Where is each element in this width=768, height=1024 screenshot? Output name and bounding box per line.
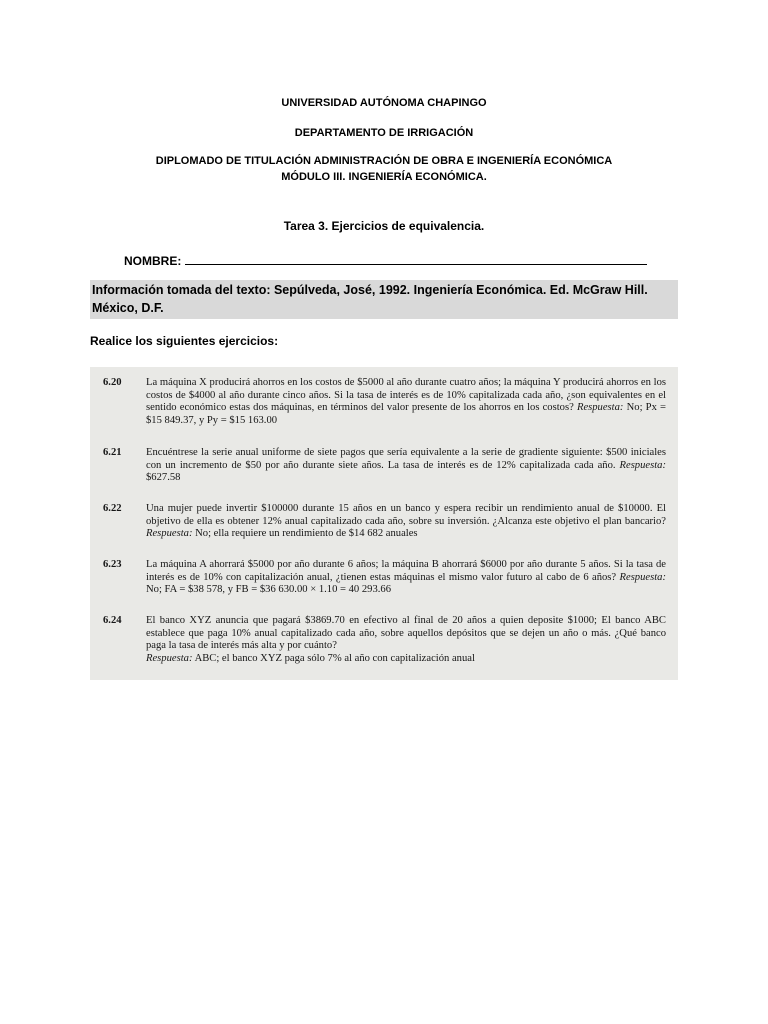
exercise-text: Encuéntrese la serie anual uniforme de siete pagos que sería equivalente a la serie de gradiente siguiente: $500 iniciales con un incremento de $50 por año durante siete años. La tasa de interés es de 12% capitalizada cada año.	[146, 447, 666, 471]
exercise-number: 6.22	[103, 503, 122, 514]
name-row	[124, 253, 647, 268]
exercise-number: 6.21	[103, 447, 122, 458]
exercise-text: La máquina A ahorrará $5000 por año durante 6 años; la máquina B ahorrará $6000 por año durante 5 años. Si la tasa de interés es de 10% con capitalización anual, ¿tienen estas máquinas el mismo valor futuro al cabo de 6 años?	[146, 559, 666, 583]
answer-value: No; Px = $15 849.37, y Py = $15 163.00	[146, 402, 666, 426]
name-blank-line[interactable]	[185, 253, 647, 265]
task-title: Tarea 3. Ejercicios de equivalencia.	[283, 219, 485, 233]
exercise-number: 6.24	[103, 615, 122, 626]
answer-label: Respuesta:	[619, 459, 666, 471]
instructions: Realice los siguientes ejercicios:	[90, 334, 279, 348]
exercise-number: 6.23	[103, 559, 122, 570]
department-title: DEPARTAMENTO DE IRRIGACIÓN	[294, 127, 474, 139]
exercise-number: 6.20	[103, 377, 122, 388]
name-label: NOMBRE:	[124, 254, 182, 268]
answer-label: Respuesta:	[576, 402, 624, 414]
answer-label: Respuesta:	[146, 528, 193, 540]
module-title: MÓDULO III. INGENIERÍA ECONÓMICA.	[281, 171, 487, 183]
answer-label: Respuesta:	[619, 571, 666, 583]
university-title: UNIVERSIDAD AUTÓNOMA CHAPINGO	[281, 97, 487, 109]
source-note: Información tomada del texto: Sepúlveda, José, 1992. Ingeniería Económica. Ed. McGraw Hill. México, D.F.	[90, 280, 678, 319]
scanned-exercises	[90, 367, 678, 680]
exercise-text: El banco XYZ anuncia que pagará $3869.70 en efectivo al final de 20 años a quien deposite $1000; El banco ABC establece que paga 10% anual capitalizado cada año, sobre aquellos depósitos que se dejen un año o más. ¿Qué banco paga la tasa de interés más alta y por cuánto?	[146, 615, 666, 652]
exercise-text: La máquina X producirá ahorros en los costos de $5000 al año durante cuatro años; la máquina Y producirá ahorros en los costos de $4000 al año durante cinco años. Si la tasa de interés es de 10% capitalizada cada año, ¿son equivalentes en el sentido económico estas dos máquinas, en términos del valor presente de los ahorros en los costos?	[146, 377, 666, 414]
answer-value: No; FA = $38 578, y FB = $36 630.00 × 1.10 = 40 293.66	[146, 584, 392, 596]
answer-value: $627.58	[146, 472, 181, 484]
answer-value: No; ella requiere un rendimiento de $14 682 anuales	[195, 528, 418, 540]
diploma-title: DIPLOMADO DE TITULACIÓN ADMINISTRACIÓN DE OBRA E INGENIERÍA ECONÓMICA	[155, 155, 613, 167]
answer-value: ABC; el banco XYZ paga sólo 7% al año con capitalización anual	[194, 652, 475, 664]
exercise-text: Una mujer puede invertir $100000 durante 15 años en un banco y espera recibir un rendimiento anual de $10000. El objetivo de ella es obtener 12% anual capitalizado cada año, sobre su inversión. ¿Alcanza este objetivo el plan bancario?	[146, 503, 666, 527]
answer-label: Respuesta:	[146, 652, 193, 664]
